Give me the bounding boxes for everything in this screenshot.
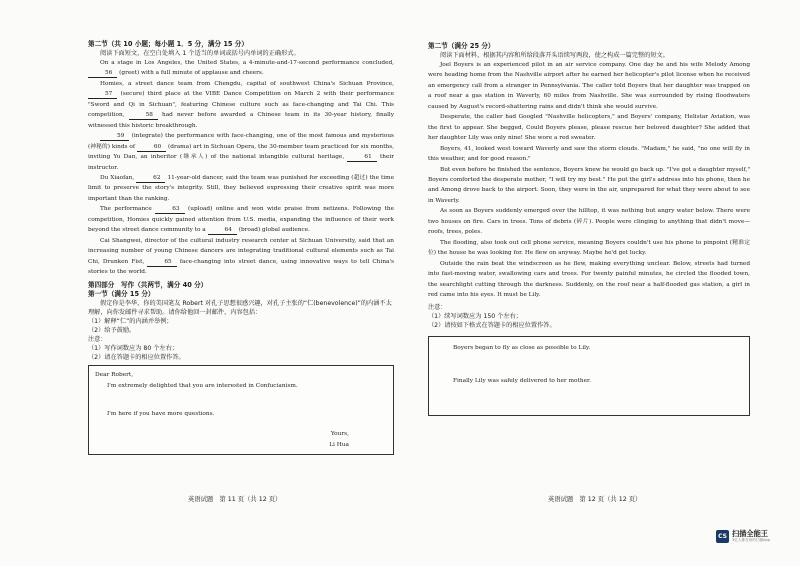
note-1: （1）续写词数应为 150 个左右； <box>428 313 522 321</box>
passage-paragraph-4: Du Xiaofan, 62 11-year-old dancer, said the team was punished for exceeding (超过) the time limit to preserve the story's integrity. Still, they believed expressing their creative spirit was more important than the ranking. <box>88 174 394 202</box>
continuation-opening-1: Boyers began to fly as close as possible to Lily. <box>453 345 591 352</box>
passage-paragraph-2: Homies, a street dance team from Chengdu, capital of southwest China's Sichuan Province, 57 (secure) third place at the VIBE Dance Competition on March 2 with their performance "Sword and Qi in Sichuan", featuring Chinese culture such as face-changing and Tai Chi. This competition, 58 had never before awarded a Chinese team in its 30-year history, finally witnessed this historic breakthrough. <box>88 80 394 129</box>
scanner-watermark <box>716 530 770 543</box>
story-paragraph-2: Desperate, the caller had Googled "Nashville helicopters," and Boyers' company, Helistar Aviation, was the first to appear. She begged, Could Boyers please, please rescue her beloved daughter? She added that her daughter Lily was only nine! She wore a red sweater. <box>428 114 750 142</box>
story-paragraph-6: The flooding, also took out cell phone service, meaning Boyers couldn't use his phone to pinpoint (精准定位) the house he was looking for. He flew on anyway. Maybe he'd get lucky. <box>428 239 750 257</box>
letter-signoff: Yours, <box>330 430 349 437</box>
writing-requirement-2: （2）给予鼓励。 <box>88 326 136 334</box>
letter-opening: I'm extremely delighted that you are interested in Confucianism. <box>107 382 298 389</box>
answer-blank-61: 61 <box>347 153 376 162</box>
story-paragraph-5: As soon as Boyers suddenly emerged over the hilltop, it was nothing but angry water below. There were two houses on fire. Cars in trees. Tons of debris (碎片). People were clinging to anything that didn't move—roofs, trees, poles. <box>428 208 750 236</box>
story-paragraph-4: But even before he finished the sentence, Boyers knew he would go back up. "I've got a daughter myself," Boyers comforted the desperate mother, "I will try my best." He put the girl's address into his phone, then he and Among drove back to the airport. Soon, they were in the air, unprepared for what they were about to see in Waverly. <box>428 166 750 204</box>
story-paragraph-7: Outside the rain beat the windscreen as he flew, making everything unclear. Below, streets had turned into fast-moving water, swallowing cars and trees. For twenty painful minutes, he circled the flooded town, the searchlight cutting through the darkness. Suddenly, on the roof near a half-flooded gas station, a girl in red came into his eyes. It must be Lily. <box>428 260 750 298</box>
left-page <box>88 40 394 455</box>
section-title: 第二节（共 10 小题；每小题 1．5 分，满分 15 分） <box>88 40 248 48</box>
watermark-app-name: 扫描全能王 <box>732 529 768 538</box>
answer-blank-58: 58 <box>129 111 158 120</box>
note-1: （1）写作词数应为 80 个左右； <box>88 344 178 352</box>
answer-blank-59: 59 <box>100 132 129 141</box>
passage-paragraph-1: On a stage in Los Angeles, the United States, a 4-minute-and-17-second performance concluded, 56 (greet) with a full minute of applause and cheers. <box>88 58 394 79</box>
letter-box <box>88 365 394 455</box>
right-page <box>428 42 750 416</box>
answer-blank-60: 60 <box>137 143 166 152</box>
note-2: （2）请按如下格式在答题卡的相应位置作答。 <box>428 322 556 330</box>
story-paragraph-1: Joel Boyers is an experienced pilot in an air service company. One day he and his wife Melody Among were heading home from the Nashville airport after he earned her helicopter's pilot license when he received an emergency call from a stranger in Pennsylvania. The caller told Boyers that her daughter was trapped on a roof near a gas station in Waverly, 60 miles from Nashville. She was surrounded by rising floodwaters caused by August's record-shattering rains and didn't think she would survive. <box>428 62 750 110</box>
answer-blank-65: 65 <box>147 258 176 267</box>
answer-blank-57: 57 <box>88 90 117 99</box>
section-instruction: 阅读下面短文，在空白处填入 1 个适当的单词或括号内单词的正确形式。 <box>100 50 300 57</box>
camscanner-logo-icon: CS <box>716 530 729 543</box>
continuation-instruction: 阅读下面材料，根据其内容和所给段落开头语续写两段，使之构成一篇完整的短文。 <box>440 52 669 59</box>
part4-title: 第四部分 写作（共两节，满分 40 分） <box>88 280 208 289</box>
left-page-footer: 英语试题 第 11 页（共 12 页） <box>188 496 282 503</box>
writing-task: 假定你是李华，你的美国笔友 Robert 对孔子思想很感兴趣，对孔子主张的“仁(benevolence)”的内涵不太理解，向你发邮件寻求帮助。请你给他回一封邮件，内容包括： <box>88 299 392 316</box>
answer-blank-64: 64 <box>208 226 237 235</box>
continuation-answer-box <box>428 336 750 416</box>
continuation-section-title: 第二节（满分 25 分） <box>428 42 495 50</box>
letter-greeting: Dear Robert, <box>95 371 134 378</box>
answer-blank-56: 56 <box>88 69 117 78</box>
passage-paragraph-6: Cai Shangwei, director of the cultural industry research center at Sichuan University, said that an increasing number of young Chinese dancers are integrating traditional cultural elements such as Tai Chi, Drunken Fist, 65 face-changing into street dance, using innovative ways to tell China's stories to the world. <box>88 237 394 276</box>
continuation-opening-2: Finally Lily was safely delivered to her mother. <box>453 378 591 385</box>
letter-signature: Li Hua <box>329 441 349 448</box>
note-label: 注意： <box>88 335 107 343</box>
writing-requirement-1: （1）解释“仁”的内涵并举例； <box>88 317 173 325</box>
story-paragraph-3: Boyers, 41, looked west toward Waverly and saw the storm clouds. "Madam," he said, "no one will fly in this weather, and for good reason." <box>428 145 750 163</box>
answer-blank-63: 63 <box>155 205 184 214</box>
watermark-tagline: 3亿人都在用的扫描App <box>732 538 771 542</box>
letter-closing: I'm here if you have more questions. <box>107 410 215 417</box>
writing-section-title: 第一节（满分 15 分） <box>88 289 155 298</box>
note-2: （2）请在答题卡的相应位置作答。 <box>88 353 185 361</box>
passage-paragraph-5: The performance 63 (upload) online and won wide praise from netizens. Following the competition, Homies quickly gained attention from U.S. media, expanding the influence of their work beyond the street dance community to a 64 (broad) global audience. <box>88 206 394 234</box>
right-page-footer: 英语试题 第 12 页（共 12 页） <box>548 496 642 503</box>
passage-paragraph-3: 59 (integrate) the performance with face-changing, one of the most famous and mysterious (神秘的) kinds of 60 (drama) art in Sichuan Opera, the 30-member team practiced for six months, inviting Yu Dan, an inheritor (继承人) of the national intangible cultural heritage, 61 their instructor. <box>88 133 395 171</box>
answer-blank-62: 62 <box>136 174 165 183</box>
note-label: 注意： <box>428 304 447 312</box>
